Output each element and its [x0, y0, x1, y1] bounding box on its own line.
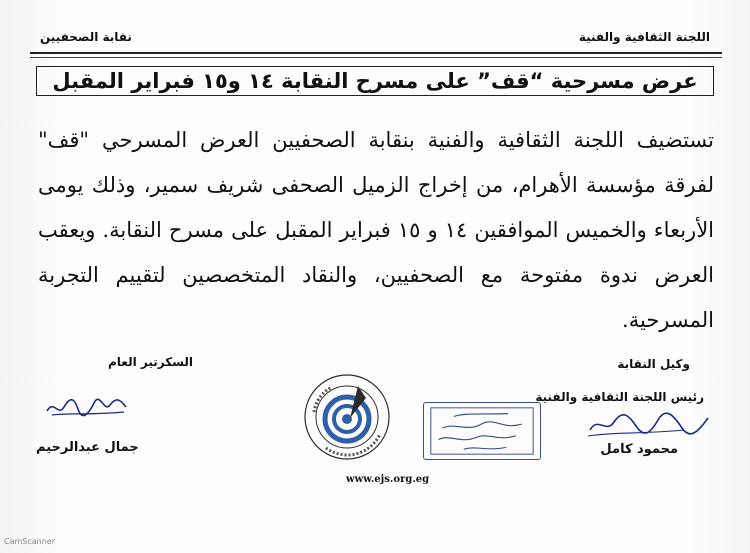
header-committee-name: اللجنة الثقافية والفنية: [578, 30, 710, 44]
body-paragraph: تستضيف اللجنة الثقافية والفنية بنقابة الصحفيين العرض المسرحي "قف" لفرقة مؤسسة الأهرام، من إخراج الزميل الصحفى شريف سمير، وذلك يومى الأربعاء والخميس الموافقين ١٤ و ١٥ فبراير المقبل على مسرح النقابة. ويعقب العرض ندوة مفتوحة مع الصحفيين، والنقاد المتخصصين لتقييم التجربة المسرحية.: [38, 128, 715, 332]
secretary-signature-icon: [44, 393, 130, 421]
header-rule-thin: [30, 57, 722, 58]
receipt-stamp: [423, 402, 541, 460]
header-rule: [30, 52, 722, 54]
deputy-title: وكيل النقابة: [617, 357, 690, 371]
syndicate-seal-logo: [302, 372, 392, 462]
stamp-handwriting-icon: [424, 403, 540, 459]
document-body: [38, 118, 714, 343]
deputy-name: محمود كامل: [600, 442, 678, 457]
header-syndicate-name: نقابة الصحفيين: [40, 30, 132, 44]
secretary-title: السكرتير العام: [108, 355, 194, 369]
secretary-name: جمال عبدالرحيم: [36, 440, 139, 455]
scanner-watermark: CamScanner: [4, 537, 56, 546]
deputy-subtitle: رئيس اللجنة الثقافية والفنية: [535, 390, 704, 404]
document-title: عرض مسرحية “قف” على مسرح النقابة ١٤ و١٥ فبراير المقبل: [52, 69, 698, 93]
deputy-signature-icon: [584, 408, 714, 442]
website-url: www.ejs.org.eg: [346, 474, 430, 485]
